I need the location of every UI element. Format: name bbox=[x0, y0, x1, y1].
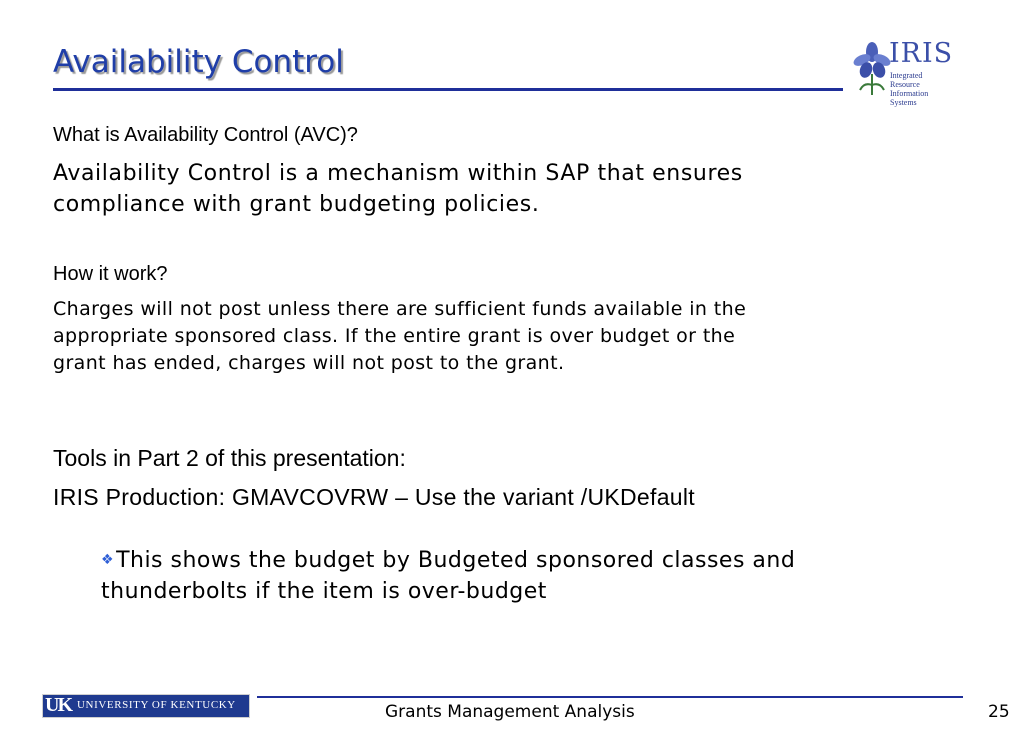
logo-wordmark: IRIS bbox=[889, 38, 954, 69]
tools-heading-text: Tools in Part 2 of this presentation bbox=[53, 445, 400, 471]
iris-flower-icon bbox=[852, 40, 892, 96]
logo-subtitle bbox=[890, 71, 952, 107]
bullet-line1: This shows the budget by Budgeted sponsored classes and bbox=[116, 548, 796, 573]
avc-question-heading: What is Availability Control (AVC)? bbox=[53, 124, 358, 146]
diamond-bullet-icon: ❖ bbox=[101, 552, 115, 568]
university-logo bbox=[42, 694, 250, 718]
uk-mark: UK bbox=[45, 694, 71, 716]
iris-production-line: IRIS Production: GMAVCOVRW – Use the variant /UKDefault bbox=[53, 484, 695, 510]
logo-subtitle-line2: Information Systems bbox=[890, 89, 929, 107]
avc-answer-line1: Availability Control is a mechanism within SAP that ensures bbox=[53, 161, 743, 186]
title-underline bbox=[53, 88, 843, 91]
how-it-works-body bbox=[53, 296, 746, 377]
page-number: 25 bbox=[988, 702, 1010, 722]
bullet-item bbox=[101, 545, 795, 607]
university-name: UNIVERSITY OF KENTUCKY bbox=[77, 699, 236, 711]
avc-answer bbox=[53, 158, 743, 220]
how-it-works-line3: grant has ended, charges will not post to the grant. bbox=[53, 352, 565, 374]
footer-rule bbox=[257, 696, 963, 698]
tools-heading-colon: : bbox=[399, 445, 406, 471]
tools-heading bbox=[53, 445, 406, 472]
footer-title: Grants Management Analysis bbox=[385, 702, 635, 722]
bullet-line2: thunderbolts if the item is over-budget bbox=[101, 579, 547, 604]
avc-answer-line2: compliance with grant budgeting policies. bbox=[53, 192, 540, 217]
iris-logo bbox=[852, 38, 954, 107]
how-it-works-line2: appropriate sponsored class. If the entire grant is over budget or the bbox=[53, 325, 736, 347]
slide-title: Availability Control bbox=[53, 44, 344, 80]
how-it-works-heading: How it work? bbox=[53, 263, 168, 285]
logo-subtitle-line1: Integrated Resource bbox=[890, 71, 923, 89]
how-it-works-line1: Charges will not post unless there are sufficient funds available in the bbox=[53, 298, 747, 320]
